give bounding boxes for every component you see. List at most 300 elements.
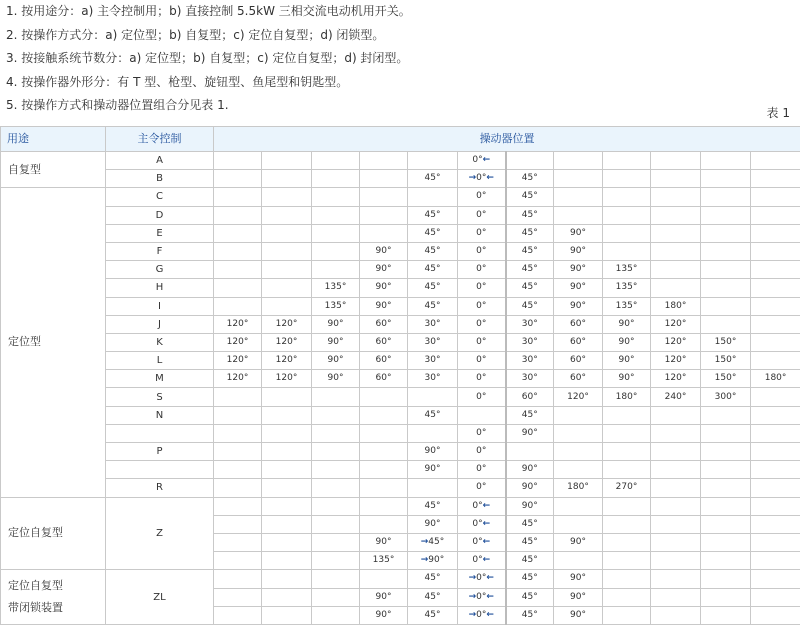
position-cell — [651, 515, 701, 533]
position-cell: 90° — [603, 352, 651, 370]
position-cell — [603, 497, 651, 515]
position-cell: 0° — [458, 461, 506, 479]
position-cell — [603, 588, 651, 606]
position-cell — [312, 242, 360, 260]
position-cell — [603, 533, 651, 551]
position-cell: 45° — [506, 606, 554, 624]
table-row — [1, 461, 800, 479]
position-cell — [360, 206, 408, 224]
position-cell — [214, 170, 262, 188]
position-cell: 90° — [506, 479, 554, 497]
position-cell: 120° — [214, 333, 262, 351]
position-cell — [751, 406, 800, 424]
position-cell — [262, 388, 312, 406]
position-cell: 150° — [701, 370, 751, 388]
position-cell — [214, 497, 262, 515]
control-code-cell: H — [106, 279, 214, 297]
position-cell — [701, 279, 751, 297]
position-cell: 0° — [458, 333, 506, 351]
position-cell — [214, 443, 262, 461]
table-row — [1, 188, 800, 206]
position-cell: 45° — [408, 261, 458, 279]
position-cell — [214, 297, 262, 315]
position-cell — [214, 388, 262, 406]
position-cell: 30° — [408, 333, 458, 351]
position-cell — [751, 188, 800, 206]
position-cell — [651, 279, 701, 297]
position-cell — [701, 443, 751, 461]
position-cell — [701, 606, 751, 624]
control-code-cell: L — [106, 352, 214, 370]
position-cell: 0°← — [458, 552, 506, 570]
position-cell — [408, 152, 458, 170]
position-cell: 60° — [554, 315, 603, 333]
usage-group-cell — [1, 497, 106, 570]
position-cell — [554, 406, 603, 424]
usage-group-cell — [1, 152, 106, 188]
position-cell — [360, 497, 408, 515]
position-cell — [214, 570, 262, 588]
position-table — [0, 126, 800, 625]
position-cell: 90° — [554, 242, 603, 260]
position-cell: 0° — [458, 424, 506, 442]
position-cell — [751, 443, 800, 461]
control-code-cell: P — [106, 443, 214, 461]
position-cell — [262, 515, 312, 533]
intro-line: 4. 按操作器外形分：有 T 型、枪型、旋钮型、鱼尾型和钥匙型。 — [6, 74, 349, 89]
position-cell: 90° — [312, 370, 360, 388]
control-code-cell: A — [106, 152, 214, 170]
position-cell: 90° — [554, 261, 603, 279]
position-cell — [214, 461, 262, 479]
position-cell — [751, 570, 800, 588]
position-cell — [554, 424, 603, 442]
position-cell — [554, 443, 603, 461]
position-cell: 180° — [751, 370, 800, 388]
position-cell — [312, 552, 360, 570]
position-cell — [651, 206, 701, 224]
position-cell — [262, 170, 312, 188]
position-cell: →0°← — [458, 588, 506, 606]
position-cell: 0° — [458, 242, 506, 260]
intro-text — [6, 0, 411, 118]
position-cell — [701, 170, 751, 188]
position-cell — [214, 188, 262, 206]
table-row — [1, 152, 800, 170]
position-cell — [554, 188, 603, 206]
table-header-row — [1, 127, 800, 152]
position-cell — [360, 461, 408, 479]
position-cell — [603, 515, 651, 533]
position-cell — [651, 533, 701, 551]
position-cell — [751, 261, 800, 279]
position-cell — [214, 279, 262, 297]
position-cell — [651, 170, 701, 188]
position-cell — [751, 242, 800, 260]
position-cell — [262, 406, 312, 424]
position-cell: 45° — [408, 170, 458, 188]
position-cell — [312, 443, 360, 461]
position-cell: 0° — [458, 370, 506, 388]
position-cell — [603, 606, 651, 624]
table-row — [1, 170, 800, 188]
position-cell — [214, 588, 262, 606]
position-cell: 270° — [603, 479, 651, 497]
position-cell — [214, 606, 262, 624]
position-cell — [262, 497, 312, 515]
position-cell: 45° — [408, 206, 458, 224]
position-cell — [701, 188, 751, 206]
position-cell — [408, 388, 458, 406]
position-cell — [603, 461, 651, 479]
control-code-cell: B — [106, 170, 214, 188]
position-cell: 120° — [214, 352, 262, 370]
position-cell — [360, 188, 408, 206]
position-cell — [554, 497, 603, 515]
header-control: 主令控制 — [106, 127, 214, 152]
position-cell: 45° — [506, 242, 554, 260]
position-cell — [651, 570, 701, 588]
position-cell — [751, 224, 800, 242]
position-cell: 45° — [408, 224, 458, 242]
position-cell — [651, 497, 701, 515]
position-cell — [751, 333, 800, 351]
position-cell: 120° — [262, 370, 312, 388]
position-cell: 60° — [554, 333, 603, 351]
position-cell — [360, 443, 408, 461]
position-cell: 240° — [651, 388, 701, 406]
position-cell: 120° — [262, 333, 312, 351]
position-cell: 45° — [506, 297, 554, 315]
position-cell — [651, 461, 701, 479]
position-cell — [312, 606, 360, 624]
position-cell: 90° — [360, 588, 408, 606]
position-cell: 0°← — [458, 533, 506, 551]
position-cell — [262, 443, 312, 461]
position-cell — [701, 315, 751, 333]
position-cell — [603, 242, 651, 260]
table-row — [1, 388, 800, 406]
position-cell: 30° — [506, 315, 554, 333]
intro-line: 1. 按用途分：a) 主令控制用；b) 直接控制 5.5kW 三相交流电动机用开关。 — [6, 4, 411, 18]
position-cell — [312, 406, 360, 424]
position-cell — [751, 588, 800, 606]
position-cell — [360, 388, 408, 406]
position-cell: 90° — [506, 461, 554, 479]
position-cell — [651, 242, 701, 260]
position-cell — [651, 443, 701, 461]
usage-group-cell — [1, 570, 106, 625]
position-cell: 45° — [408, 588, 458, 606]
position-cell — [262, 552, 312, 570]
position-cell: 180° — [651, 297, 701, 315]
position-cell: 90° — [554, 570, 603, 588]
position-cell — [751, 152, 800, 170]
position-cell: 30° — [408, 370, 458, 388]
position-cell: 90° — [506, 497, 554, 515]
usage-group-label: 定位自复型 — [8, 526, 63, 540]
table-row — [1, 352, 800, 370]
position-cell — [408, 188, 458, 206]
position-cell — [651, 424, 701, 442]
position-cell — [262, 424, 312, 442]
position-cell: 30° — [506, 352, 554, 370]
position-cell — [262, 297, 312, 315]
position-cell — [603, 206, 651, 224]
position-cell: 90° — [360, 533, 408, 551]
position-cell — [701, 206, 751, 224]
position-cell — [603, 552, 651, 570]
table-row — [1, 206, 800, 224]
position-cell — [701, 406, 751, 424]
position-cell — [312, 388, 360, 406]
table-row — [1, 424, 800, 442]
position-cell: 90° — [603, 370, 651, 388]
table-row — [1, 443, 800, 461]
position-cell — [751, 497, 800, 515]
header-positions: 操动器位置 — [214, 127, 800, 152]
position-cell — [214, 224, 262, 242]
position-cell — [554, 206, 603, 224]
position-cell: 45° — [506, 261, 554, 279]
position-cell — [751, 315, 800, 333]
position-cell: 45° — [506, 188, 554, 206]
position-cell — [751, 297, 800, 315]
table-row — [1, 333, 800, 351]
position-cell — [262, 461, 312, 479]
position-cell — [312, 224, 360, 242]
intro-line: 3. 按接触系统节数分：a) 定位型；b) 自复型；c) 定位自复型；d) 封闭型。 — [6, 51, 409, 65]
position-cell: 135° — [312, 279, 360, 297]
position-cell — [214, 406, 262, 424]
position-cell: 30° — [506, 370, 554, 388]
position-cell: 0° — [458, 315, 506, 333]
position-cell: 90° — [360, 606, 408, 624]
position-cell: 60° — [554, 370, 603, 388]
position-cell — [651, 188, 701, 206]
position-cell — [262, 242, 312, 260]
position-cell: 120° — [651, 352, 701, 370]
position-cell — [701, 261, 751, 279]
position-cell — [751, 352, 800, 370]
position-cell: 135° — [603, 261, 651, 279]
position-cell: 60° — [360, 315, 408, 333]
position-cell: 45° — [506, 406, 554, 424]
position-cell — [751, 479, 800, 497]
position-cell — [360, 170, 408, 188]
position-cell: 45° — [408, 242, 458, 260]
position-cell: 135° — [360, 552, 408, 570]
position-cell — [312, 570, 360, 588]
position-cell: 120° — [214, 315, 262, 333]
table-row — [1, 315, 800, 333]
position-cell: →90° — [408, 552, 458, 570]
position-cell — [701, 224, 751, 242]
position-cell: 45° — [506, 170, 554, 188]
position-cell — [751, 424, 800, 442]
position-cell: 120° — [651, 333, 701, 351]
position-cell: 180° — [554, 479, 603, 497]
position-cell — [554, 170, 603, 188]
position-cell: 30° — [408, 352, 458, 370]
control-code-cell: G — [106, 261, 214, 279]
position-cell — [312, 170, 360, 188]
usage-group-label: 定位型 — [8, 335, 41, 349]
position-cell: 135° — [312, 297, 360, 315]
position-cell — [701, 497, 751, 515]
position-cell: 90° — [312, 315, 360, 333]
control-code-cell: K — [106, 333, 214, 351]
position-cell: 90° — [554, 606, 603, 624]
table-row — [1, 242, 800, 260]
position-cell: 45° — [408, 606, 458, 624]
position-cell: 120° — [651, 315, 701, 333]
position-cell — [751, 279, 800, 297]
position-cell — [312, 515, 360, 533]
position-cell — [701, 479, 751, 497]
position-cell — [312, 479, 360, 497]
position-cell: 120° — [214, 370, 262, 388]
position-cell — [262, 479, 312, 497]
position-cell — [701, 588, 751, 606]
control-code-cell: N — [106, 406, 214, 424]
table-row — [1, 279, 800, 297]
table-row — [1, 570, 800, 588]
control-code-cell: D — [106, 206, 214, 224]
position-cell: 90° — [360, 261, 408, 279]
position-cell: →45° — [408, 533, 458, 551]
position-cell — [312, 533, 360, 551]
position-cell — [751, 552, 800, 570]
position-cell: 0° — [458, 224, 506, 242]
control-code-cell: F — [106, 242, 214, 260]
position-cell — [651, 606, 701, 624]
position-cell — [360, 424, 408, 442]
position-cell — [751, 388, 800, 406]
position-cell — [458, 406, 506, 424]
position-cell: 0°← — [458, 497, 506, 515]
position-cell — [214, 552, 262, 570]
position-cell — [751, 170, 800, 188]
position-cell — [214, 152, 262, 170]
position-cell: 0°← — [458, 515, 506, 533]
position-cell: 90° — [554, 279, 603, 297]
position-cell: 120° — [554, 388, 603, 406]
position-cell: 120° — [651, 370, 701, 388]
position-cell — [214, 242, 262, 260]
table-row — [1, 224, 800, 242]
position-cell — [262, 588, 312, 606]
position-cell: 0° — [458, 297, 506, 315]
table-row — [1, 261, 800, 279]
control-code-cell: C — [106, 188, 214, 206]
position-cell — [701, 515, 751, 533]
position-cell: 45° — [506, 279, 554, 297]
position-cell: 90° — [312, 333, 360, 351]
position-cell — [554, 515, 603, 533]
control-code-cell: M — [106, 370, 214, 388]
position-cell — [214, 533, 262, 551]
position-cell: 30° — [506, 333, 554, 351]
control-code-cell: R — [106, 479, 214, 497]
position-cell — [651, 552, 701, 570]
position-cell: 45° — [408, 570, 458, 588]
position-cell — [214, 479, 262, 497]
position-cell: 0° — [458, 206, 506, 224]
position-cell: 90° — [408, 515, 458, 533]
position-cell: 45° — [506, 552, 554, 570]
position-cell — [603, 170, 651, 188]
usage-group-cell — [1, 188, 106, 497]
position-cell — [506, 443, 554, 461]
position-cell — [312, 152, 360, 170]
control-code-cell: I — [106, 297, 214, 315]
position-cell: 60° — [554, 352, 603, 370]
position-cell — [603, 152, 651, 170]
position-cell: 0° — [458, 443, 506, 461]
position-cell — [214, 206, 262, 224]
position-cell — [701, 152, 751, 170]
control-code-cell: E — [106, 224, 214, 242]
position-cell — [360, 515, 408, 533]
position-cell — [262, 152, 312, 170]
position-cell: 90° — [554, 533, 603, 551]
position-cell — [701, 533, 751, 551]
position-cell — [214, 515, 262, 533]
table-caption: 表 1 — [766, 106, 790, 120]
position-cell — [312, 461, 360, 479]
position-cell: 60° — [360, 370, 408, 388]
usage-group-label: 自复型 — [8, 162, 41, 176]
position-cell: 0° — [458, 352, 506, 370]
position-cell — [603, 570, 651, 588]
position-cell: 90° — [554, 588, 603, 606]
position-cell — [603, 188, 651, 206]
control-code-cell: Z — [106, 497, 214, 570]
position-cell — [312, 588, 360, 606]
position-cell — [701, 570, 751, 588]
position-cell: 300° — [701, 388, 751, 406]
position-cell — [751, 206, 800, 224]
table-row — [1, 297, 800, 315]
position-cell: 120° — [262, 315, 312, 333]
position-cell — [262, 224, 312, 242]
position-cell — [408, 424, 458, 442]
position-cell — [751, 533, 800, 551]
position-cell — [701, 297, 751, 315]
position-cell — [603, 406, 651, 424]
position-cell: 90° — [360, 297, 408, 315]
position-cell — [701, 242, 751, 260]
control-code-cell — [106, 461, 214, 479]
position-cell — [262, 261, 312, 279]
position-cell: 0°← — [458, 152, 506, 170]
position-cell — [701, 461, 751, 479]
table-row — [1, 406, 800, 424]
position-cell: 90° — [554, 297, 603, 315]
position-cell: 0° — [458, 261, 506, 279]
position-cell — [312, 188, 360, 206]
position-cell — [360, 406, 408, 424]
position-cell — [312, 261, 360, 279]
position-cell — [360, 152, 408, 170]
table-row — [1, 479, 800, 497]
position-cell: 90° — [408, 461, 458, 479]
position-cell: 0° — [458, 479, 506, 497]
position-cell — [651, 224, 701, 242]
position-cell — [603, 443, 651, 461]
position-cell — [554, 461, 603, 479]
